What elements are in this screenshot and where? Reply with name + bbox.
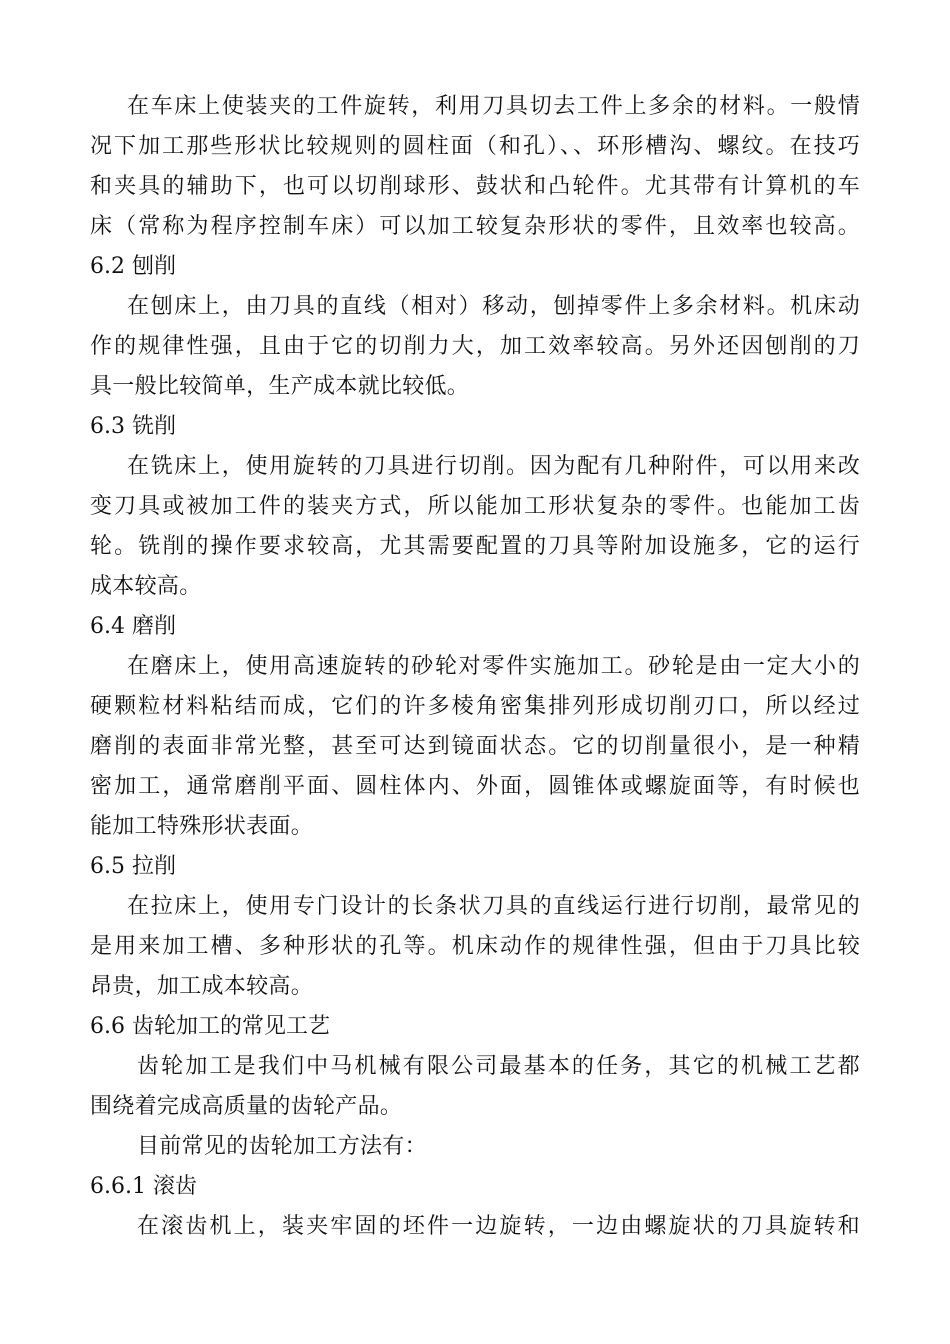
- s6-4-line-4: 密加工，通常磨削平面、圆柱体内、外面，圆锥体或螺旋面等，有时候也: [90, 774, 860, 799]
- s6-6-1-line-1: 在滚齿机上，装夹牢固的坯件一边旋转，一边由螺旋状的刀具旋转和: [137, 1214, 860, 1239]
- intro-line-2: 况下加工那些形状比较规则的圆柱面（和孔）、、环形槽沟、螺纹。在技巧: [90, 134, 860, 159]
- s6-2-line-1: 在刨床上，由刀具的直线（相对）移动，刨掉零件上多余材料。机床动: [127, 294, 860, 319]
- s6-4-line-2: 硬颗粒材料粘结而成，它们的许多棱角密集排列形成切削刃口，所以经过: [90, 694, 860, 719]
- section-heading-6-5: 6.5 拉削: [90, 854, 176, 879]
- s6-2-line-2: 作的规律性强，且由于它的切削力大，加工效率较高。另外还因刨削的刀: [90, 334, 860, 359]
- section-heading-6-6: 6.6 齿轮加工的常见工艺: [90, 1014, 330, 1039]
- section-heading-6-6-1: 6.6.1 滚齿: [90, 1174, 197, 1199]
- s6-5-line-2: 是用来加工槽、多种形状的孔等。机床动作的规律性强，但由于刀具比较: [90, 934, 860, 959]
- s6-3-line-3: 轮。铣削的操作要求较高，尤其需要配置的刀具等附加设施多，它的运行: [90, 534, 860, 559]
- s6-4-line-5: 能加工特殊形状表面。: [90, 814, 314, 839]
- s6-5-line-3: 昂贵，加工成本较高。: [90, 974, 314, 999]
- s6-4-line-1: 在磨床上，使用高速旋转的砂轮对零件实施加工。砂轮是由一定大小的: [127, 654, 860, 679]
- section-heading-6-4: 6.4 磨削: [90, 614, 176, 639]
- s6-3-line-2: 变刀具或被加工件的装夹方式，所以能加工形状复杂的零件。也能加工齿: [90, 494, 860, 519]
- s6-2-line-3: 具一般比较简单，生产成本就比较低。: [90, 374, 470, 399]
- s6-3-line-4: 成本较高。: [90, 574, 202, 599]
- s6-6-line-1: 齿轮加工是我们中马机械有限公司最基本的任务，其它的机械工艺都: [137, 1054, 860, 1079]
- s6-6-line-3: 目前常见的齿轮加工方法有：: [137, 1134, 427, 1159]
- s6-3-line-1: 在铣床上，使用旋转的刀具进行切削。因为配有几种附件，可以用来改: [127, 454, 860, 479]
- section-heading-6-2: 6.2 刨削: [90, 254, 176, 279]
- intro-line-1: 在车床上使装夹的工件旋转，利用刀具切去工件上多余的材料。一般情: [127, 94, 860, 119]
- intro-line-4: 床（常称为程序控制车床）可以加工较复杂形状的零件，且效率也较高。: [90, 214, 860, 239]
- s6-4-line-3: 磨削的表面非常光整，甚至可达到镜面状态。它的切削量很小，是一种精: [90, 734, 860, 759]
- section-heading-6-3: 6.3 铣削: [90, 414, 176, 439]
- intro-line-3: 和夹具的辅助下，也可以切削球形、鼓状和凸轮件。尤其带有计算机的车: [90, 174, 860, 199]
- s6-6-line-2: 围绕着完成高质量的齿轮产品。: [90, 1094, 403, 1119]
- s6-5-line-1: 在拉床上，使用专门设计的长条状刀具的直线运行进行切削，最常见的: [127, 894, 860, 919]
